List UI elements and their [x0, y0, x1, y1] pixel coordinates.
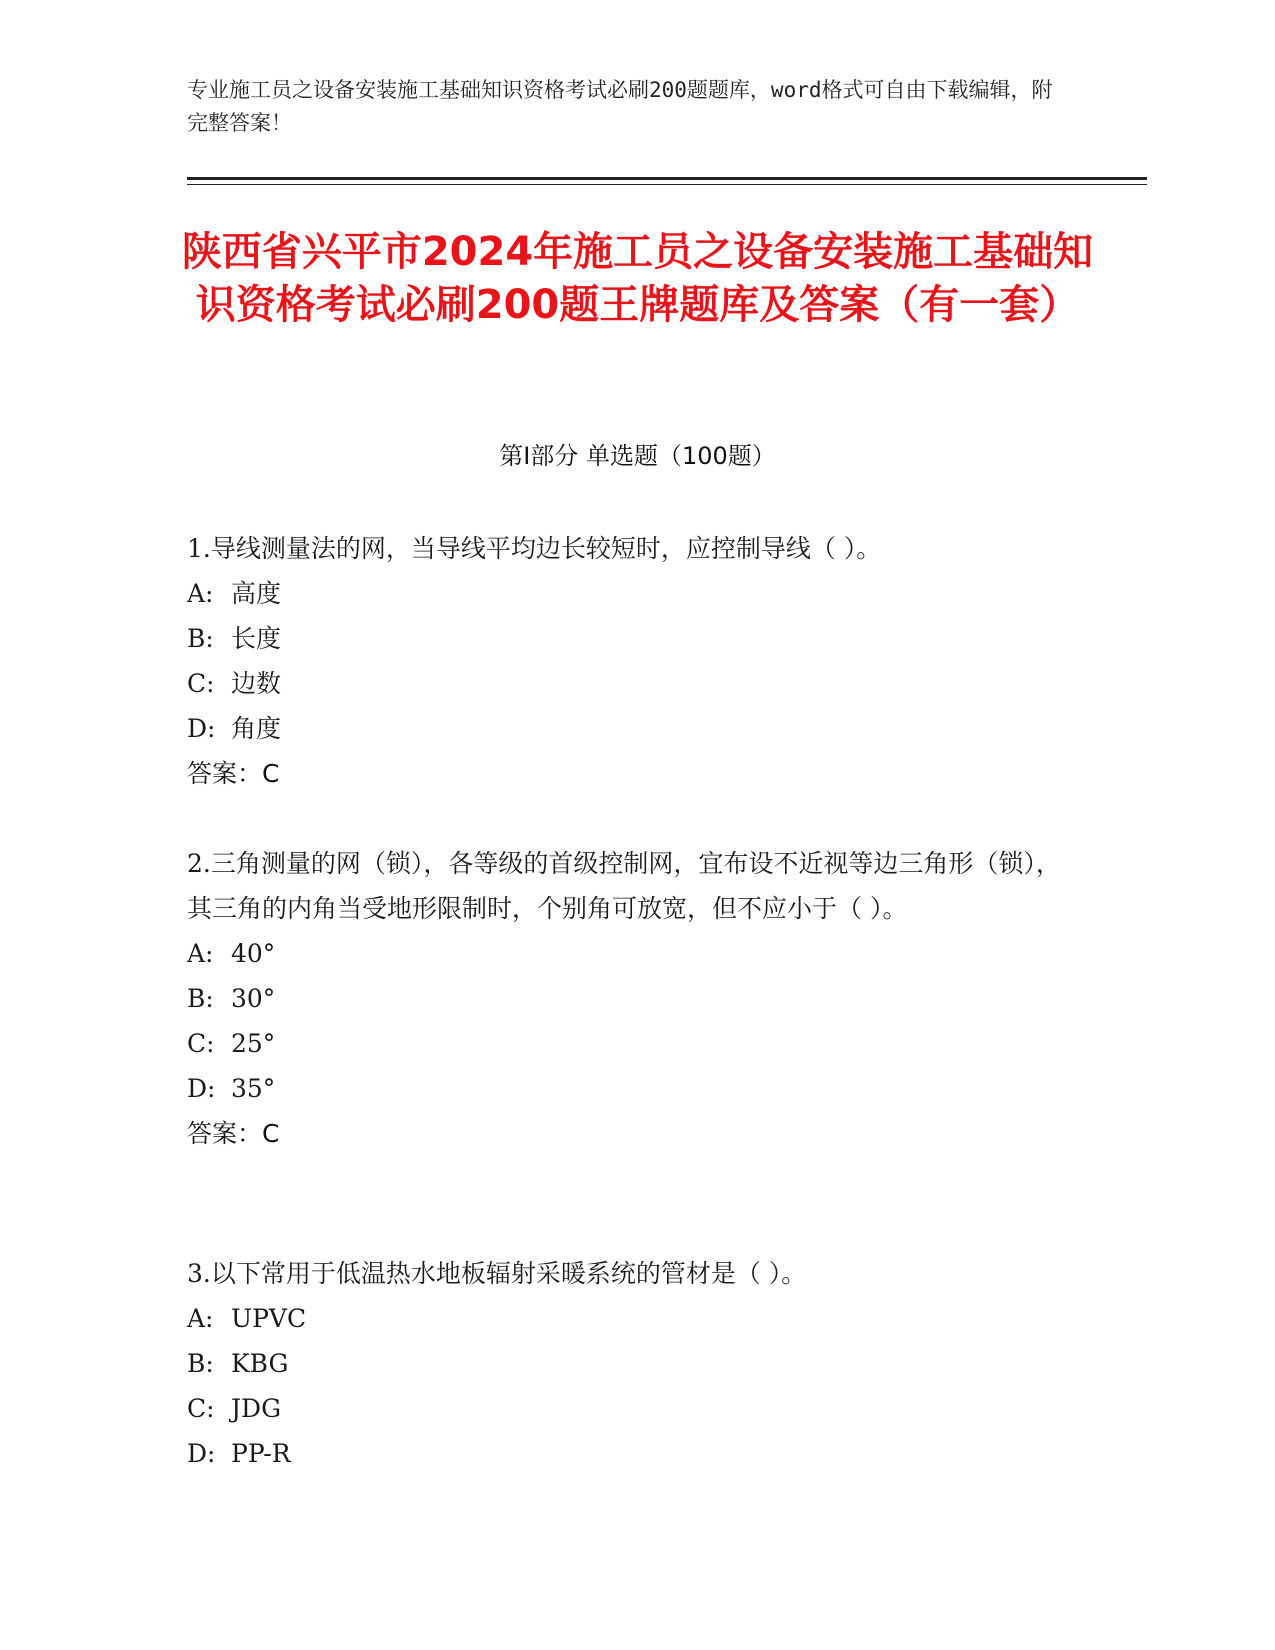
option-c [187, 661, 1067, 706]
option-letter: B: [187, 984, 214, 1013]
option-d [187, 1431, 1067, 1476]
header-divider-thin [187, 184, 1147, 185]
header-note: 专业施工员之设备安装施工基础知识资格考试必刷200题题库，word格式可自由下载编辑，附完整答案！ [187, 78, 1053, 135]
question-3 [187, 1251, 1067, 1476]
header-divider-thick [187, 177, 1147, 180]
option-a [187, 931, 1067, 976]
answer-line: 答案：C [187, 1119, 280, 1148]
option-text: KBG [231, 1349, 289, 1378]
option-b [187, 616, 1067, 661]
question-text: 3.以下常用于低温热水地板辐射采暖系统的管材是（ ）。 [187, 1259, 807, 1288]
option-text: 高度 [231, 579, 282, 608]
option-d [187, 706, 1067, 751]
option-letter: C: [187, 1394, 215, 1423]
section-heading: 第Ⅰ部分 单选题（100题） [499, 442, 776, 470]
option-b [187, 1341, 1067, 1386]
question-1 [187, 526, 1067, 796]
option-letter: D: [187, 1074, 216, 1103]
option-text: 25° [231, 1029, 276, 1058]
option-letter: B: [187, 1349, 214, 1378]
option-letter: C: [187, 1029, 215, 1058]
option-c [187, 1021, 1067, 1066]
option-text: 30° [231, 984, 276, 1013]
question-2 [187, 841, 1067, 1156]
option-letter: A: [187, 1304, 214, 1333]
question-text: 1.导线测量法的网，当导线平均边长较短时，应控制导线（ ）。 [187, 534, 882, 563]
option-text: 35° [231, 1074, 276, 1103]
option-text: UPVC [231, 1304, 307, 1333]
option-letter: C: [187, 669, 215, 698]
answer-line: 答案：C [187, 759, 280, 788]
option-a [187, 1296, 1067, 1341]
document-title: 陕西省兴平市2024年施工员之设备安装施工基础知识资格考试必刷200题王牌题库及答案（有一套） [181, 229, 1094, 328]
option-letter: A: [187, 579, 214, 608]
option-text: 边数 [231, 669, 282, 698]
option-text: PP-R [231, 1439, 291, 1468]
option-letter: D: [187, 1439, 216, 1468]
option-text: 长度 [231, 624, 282, 653]
option-text: JDG [231, 1394, 282, 1423]
option-b [187, 976, 1067, 1021]
option-letter: D: [187, 714, 216, 743]
option-text: 40° [231, 939, 276, 968]
option-text: 角度 [231, 714, 282, 743]
option-letter: B: [187, 624, 214, 653]
option-c [187, 1386, 1067, 1431]
option-letter: A: [187, 939, 214, 968]
option-a [187, 571, 1067, 616]
option-d [187, 1066, 1067, 1111]
question-text: 2.三角测量的网（锁），各等级的首级控制网，宜布设不近视等边三角形（锁），其三角的内角当受地形限制时，个别角可放宽，但不应小于（ ）。 [187, 849, 1061, 923]
